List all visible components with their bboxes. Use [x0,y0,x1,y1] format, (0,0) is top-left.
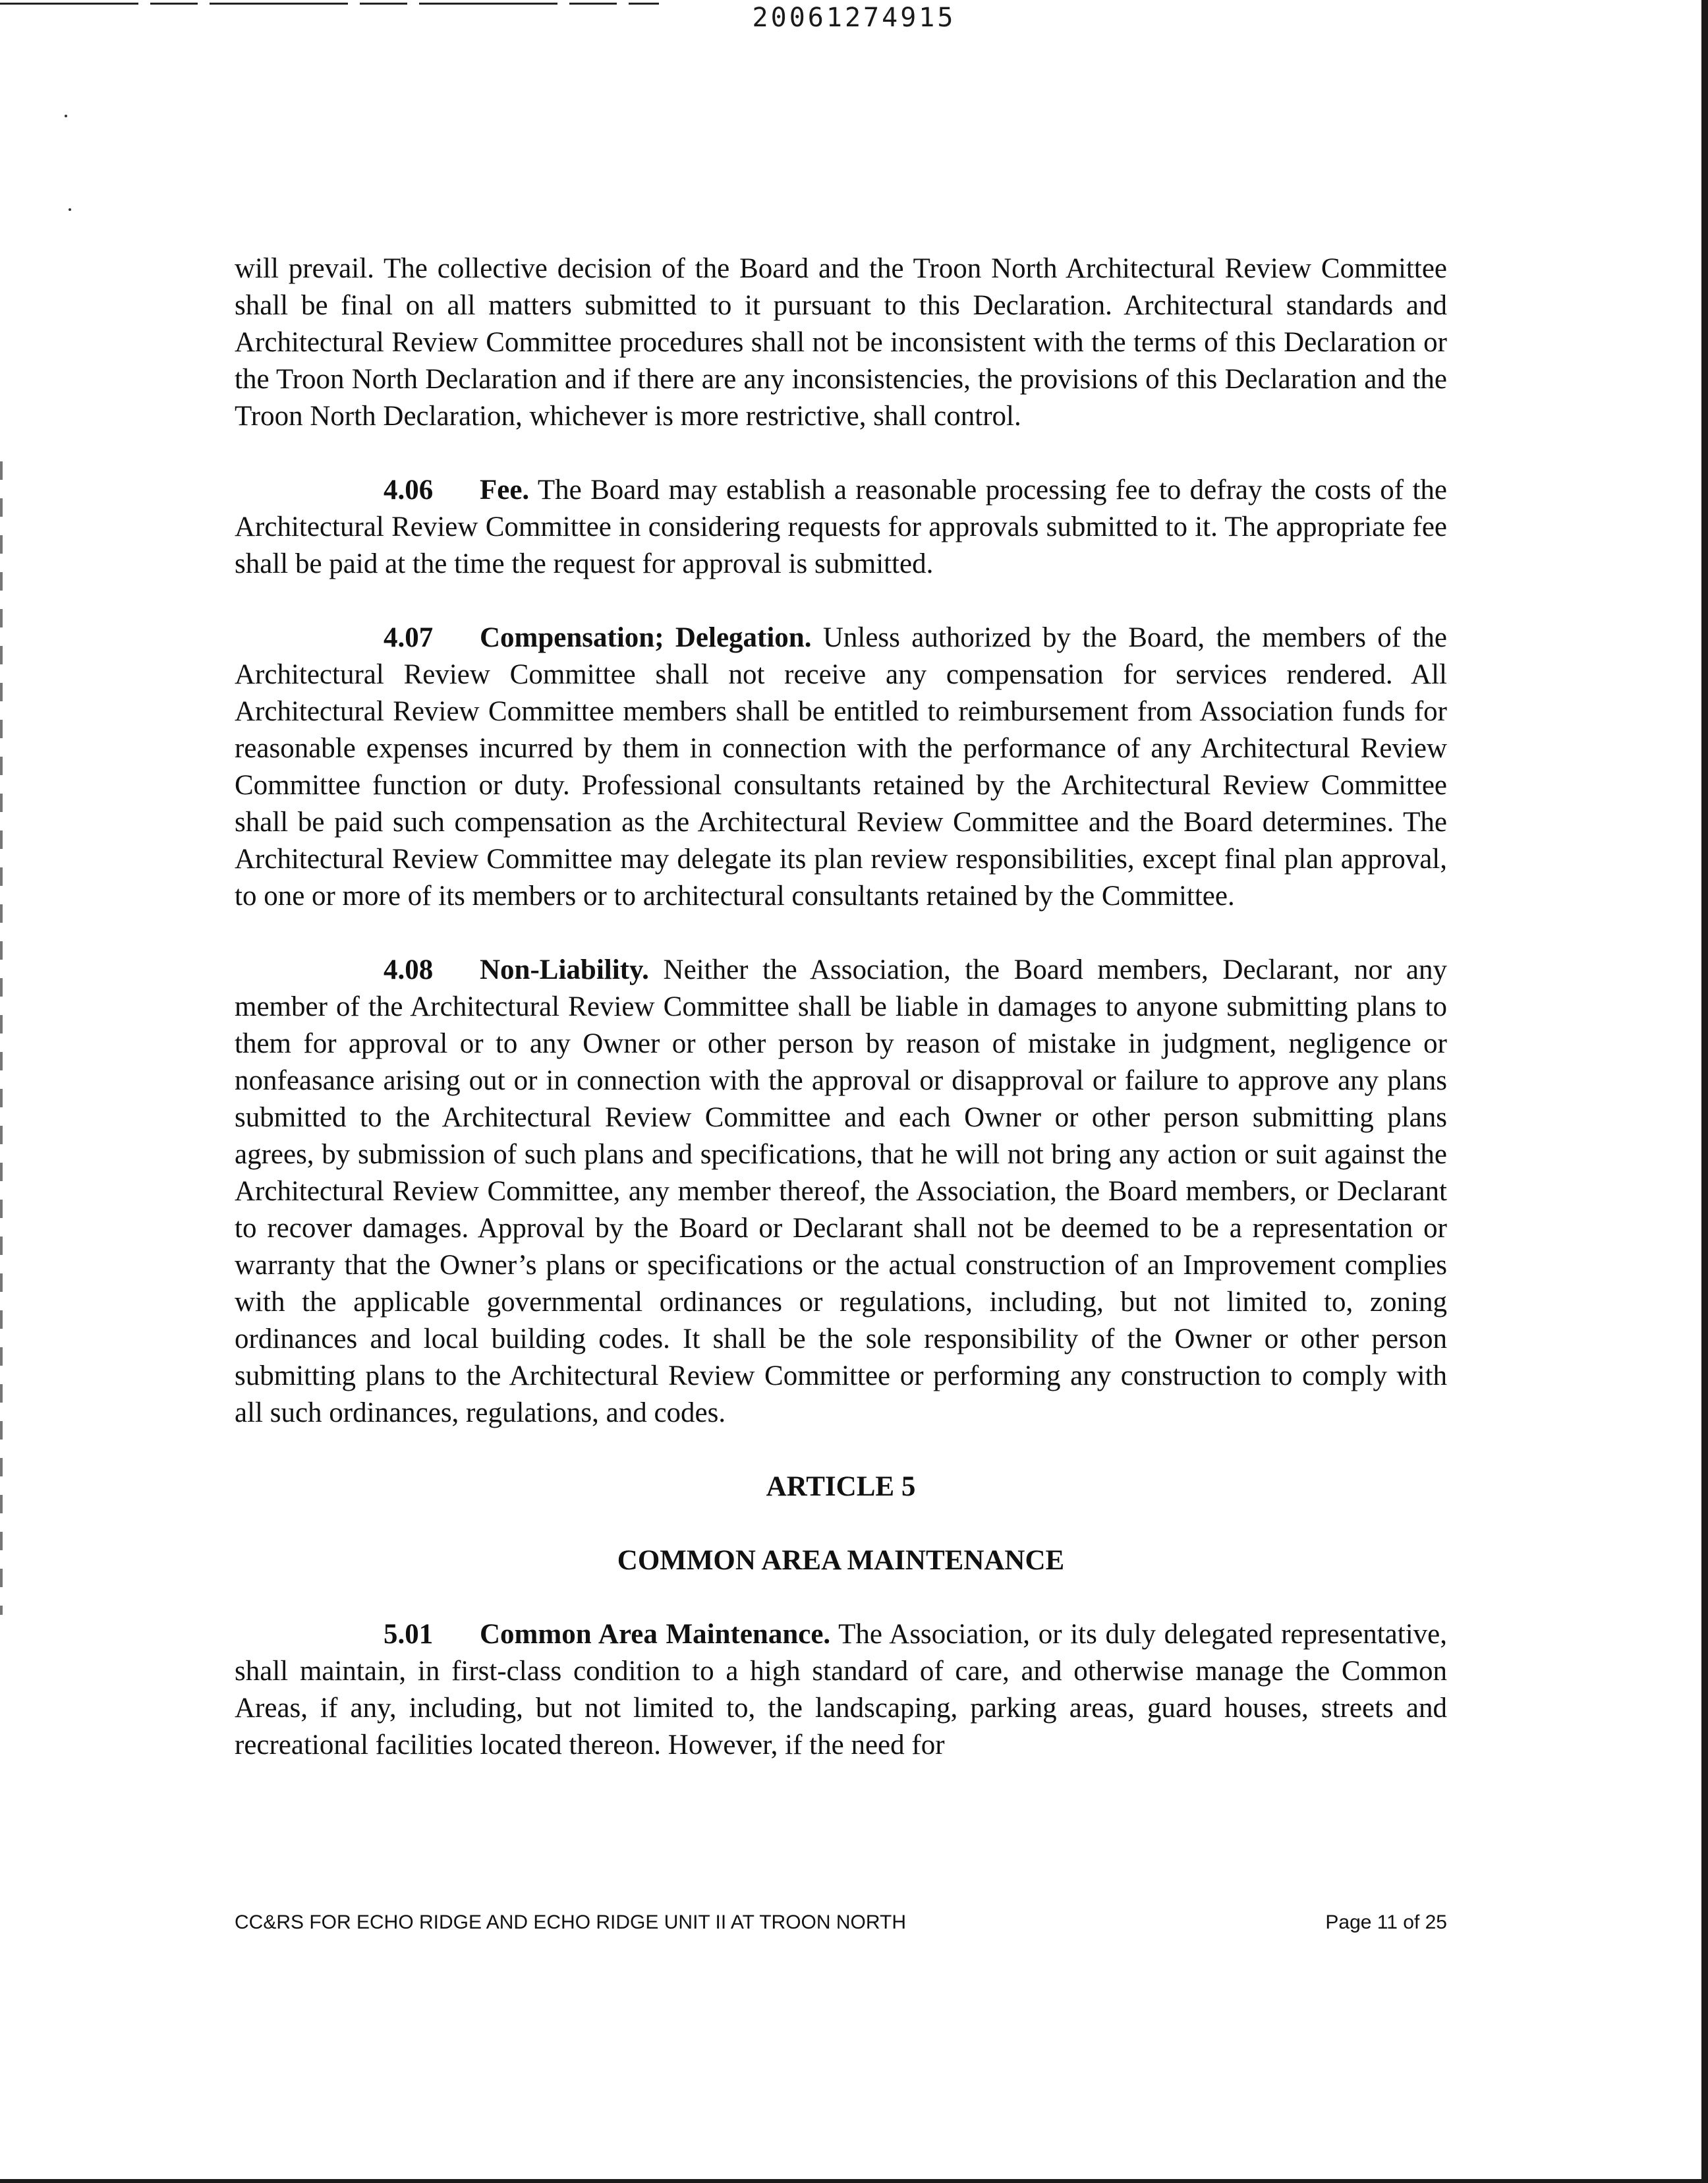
article-label: ARTICLE 5 [766,1471,916,1502]
document-number: 20061274915 [752,3,956,33]
section-number: 4.08 [384,954,434,985]
section-4-06 [235,472,1447,583]
document-body [235,250,1447,1801]
section-5-01 [235,1616,1447,1764]
section-4-07 [235,620,1447,915]
footer-page-number: Page 11 of 25 [1325,1911,1447,1933]
section-number: 5.01 [384,1619,434,1650]
scan-speck [65,115,67,117]
section-title: Fee. [480,475,530,506]
section-title: Non-Liability. [480,954,649,985]
footer-document-title: CC&RS FOR ECHO RIDGE AND ECHO RIDGE UNIT II AT TROON NORTH [235,1911,907,1933]
section-text: Neither the Association, the Board members, Declarant, nor any member of the Architectural Review Committee shall be liable in damages to anyone submitting plans to them for approval or to any Owner or other person by reason of mistake in judgment, negligence or nonfeasance arising out or in connection with the approval or disapproval or failure to approve any plans submitted to the Architectural Review Committee and each Owner or other person submitting plans agrees, by submission of such plans and specifications, that he will not bring any action or suit against the Architectural Review Committee, any member thereof, the Association, the Board members, or Declarant to recover damages. Approval by the Board or Declarant shall not be deemed to be a representation or warranty that the Owner’s plans or specifications or the actual construction of an Improvement complies with the applicable governmental ordinances or regulations, including, but not limited to, zoning ordinances and local building codes. It shall be the sole responsibility of the Owner or other person submitting plans to the Architectural Review Committee or performing any construction to comply with all such ordinances, regulations, and codes. [235,954,1447,1428]
scan-left-edge-marks [0,461,3,1615]
section-text: Unless authorized by the Board, the members of the Architectural Review Committee shall not receive any compensation for services rendered. All Architectural Review Committee members shall be entitled to reimbursement from Association funds for reasonable expenses incurred by them in connection with the performance of any Architectural Review Committee function or duty. Professional consultants retained by the Architectural Review Committee shall be paid such compensation as the Architectural Review Committee and the Board determines. The Architectural Review Committee may delegate its plan review responsibilities, except final plan approval, to one or more of its members or to architectural consultants retained by the Committee. [235,622,1448,912]
section-title: Compensation; Delegation. [480,622,812,653]
section-4-08 [235,952,1447,1432]
continuation-paragraph: will prevail. The collective decision of the Board and the Troon North Architectural Review Committee shall be final on all matters submitted to it pursuant to this Declaration. Architectural standards and Architectural Review Committee procedures shall not be inconsistent with the terms of this Declaration or the Troon North Declaration and if there are any inconsistencies, the provisions of this Declaration and the Troon North Declaration, whichever is more restrictive, shall control. [235,253,1447,432]
section-number: 4.06 [384,475,434,506]
section-title: Common Area Maintenance. [480,1619,831,1650]
scan-speck [69,208,71,211]
section-number: 4.07 [384,622,434,653]
section-text: The Association, or its duly delegated representative, shall maintain, in first-class condition to a high standard of care, and otherwise manage the Common Areas, if any, including, but not limited to, the landscaping, parking areas, guard houses, streets and recreational facilities located thereon. However, if the need for [235,1619,1447,1761]
article-heading: COMMON AREA MAINTENANCE [617,1545,1065,1576]
scan-border-bottom [0,2179,1708,2183]
section-text: The Board may establish a reasonable processing fee to defray the costs of the Architectural Review Committee in considering requests for approvals submitted to it. The appropriate fee shall be paid at the time the request for approval is submitted. [235,475,1447,579]
scan-border-right [1701,0,1708,2183]
